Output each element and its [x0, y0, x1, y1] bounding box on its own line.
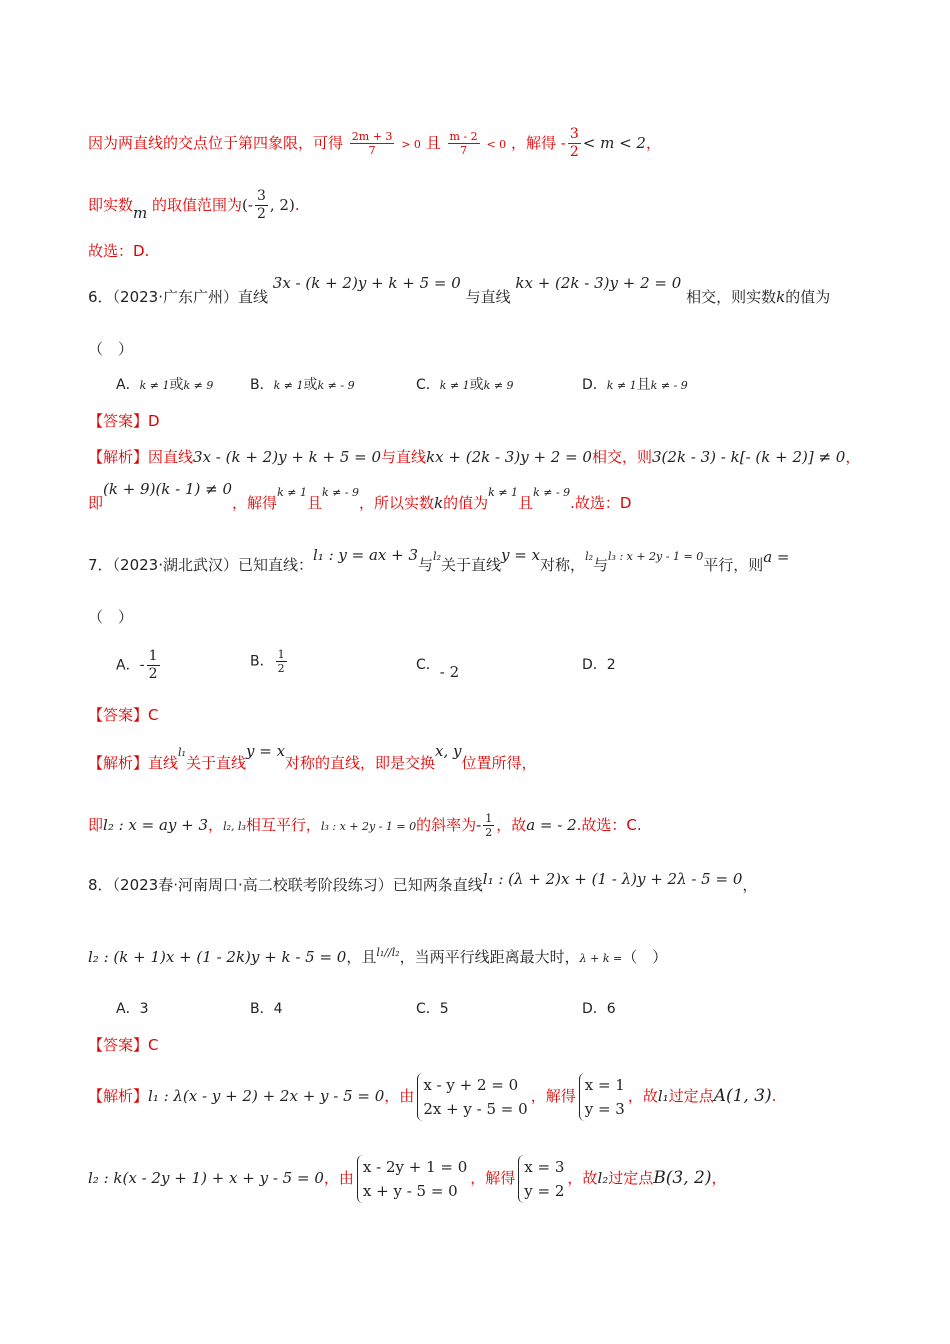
question-6-explanation-2: 即(k + 9)(k - 1) ≠ 0，解得$^{k \ne 1}$且$^{k \ne - 9}$，所以实数k的值为$^{k \ne 1}$且$^{k \ne - 9}$.故选：D	[88, 480, 632, 512]
question-7-explanation-2: 即l₂ : x = ay + 3，l₂, l₃相互平行，l₃ : x + 2y - 1 = 0的斜率为- $\frac{1}{2}$ ，故a = - 2.故选：C.	[88, 812, 642, 839]
question-6-answer: 【答案】D	[88, 412, 160, 430]
question-6-paren: （ ）	[88, 340, 134, 358]
text: 与直线	[465, 288, 511, 306]
text: ，	[645, 134, 661, 152]
math: , 2)	[269, 196, 295, 214]
question-8-option-d[interactable]: D．6	[582, 1001, 616, 1017]
question-6-option-d[interactable]: D．k ≠ 1且k ≠ - 9	[582, 377, 688, 393]
question-6-stem	[88, 274, 890, 308]
text: 相交，则实数	[686, 288, 777, 306]
math: < m < 2	[582, 134, 646, 152]
math: k	[776, 288, 786, 306]
math: < 0	[486, 138, 507, 151]
text: .	[294, 196, 300, 214]
question-7-paren: （ ）	[88, 608, 134, 626]
text: 即实数	[88, 196, 134, 214]
math: kx + (2k - 3)y + 2 = 0	[515, 274, 682, 292]
question-8-stem-2: l₂ : (k + 1)x + (1 - 2k)y + k - 5 = 0，且$^{l_1//l_2}$，当两平行线距离最大时，λ + k =（ ）	[88, 946, 668, 966]
question-6-option-c[interactable]: C．k ≠ 1或k ≠ 9	[416, 377, 514, 393]
question-8-stem-1: 8．（2023春·河南周口·高二校联考阶段练习）已知两条直线l₁ : (λ + 2)x + (1 - λ)y + 2λ - 5 = 0，	[88, 870, 758, 894]
question-6-explanation-1: 【解析】因直线3x - (k + 2)y + k + 5 = 0与直线kx + (2k - 3)y + 2 = 0相交，则3(2k - 3) - k[- (k + 2)] ≠ 0，	[88, 448, 861, 466]
math: m	[133, 204, 148, 222]
question-8-explanation-2: l₂ : k(x - 2y + 1) + x + y - 5 = 0，由 x - 2y + 1 = 0 x + y - 5 = 0 ，解得 x = 3 y = 2 ，故l₂过定点B(3, 2)，	[88, 1154, 890, 1203]
fraction: $\frac{3}{2}$	[256, 188, 266, 222]
question-7-option-a[interactable]: A．- $\frac{1}{2}$	[116, 648, 158, 682]
text: 因为两直线的交点位于第四象限，可得	[88, 134, 344, 152]
prev-solution-line-1	[88, 126, 890, 161]
question-8-answer: 【答案】C	[88, 1036, 159, 1054]
text: ，解得	[510, 134, 556, 152]
math: (-	[242, 196, 253, 214]
fraction: $\frac{2m + 3}{7}$	[351, 130, 393, 157]
prev-answer: 故选：D.	[88, 242, 150, 260]
question-7-answer: 【答案】C	[88, 706, 159, 724]
question-8-explanation-1: 【解析】l₁ : λ(x - y + 2) + 2x + y - 5 = 0，由 x - y + 2 = 0 2x + y - 5 = 0 ，解得 x = 1 y = 3 ，故l₁过定点A(1, 3).	[88, 1072, 890, 1121]
question-8-option-a[interactable]: A．3	[116, 1001, 149, 1017]
fraction: $\frac{m - 2}{7}$	[449, 130, 478, 157]
math: > 0	[401, 138, 421, 151]
fraction: $\frac{3}{2}$	[569, 126, 579, 160]
question-6-option-b[interactable]: B．k ≠ 1或k ≠ - 9	[250, 377, 355, 393]
question-7-explanation-1: 【解析】直线$^{l_1}$关于直线y = x对称的直线，即是交换x, y位置所得，	[88, 742, 537, 772]
text: 的值为	[785, 288, 831, 306]
question-6-option-a[interactable]: A．k ≠ 1或k ≠ 9	[116, 377, 214, 393]
prev-solution-line-2	[88, 188, 890, 223]
question-7-option-b[interactable]: B． $\frac{1}{2}$	[250, 648, 285, 675]
question-8-option-c[interactable]: C．5	[416, 1001, 449, 1017]
question-7-option-c[interactable]: C．- 2	[416, 657, 460, 681]
math: -	[560, 134, 566, 152]
text: 6．（2023·广东广州）直线	[88, 288, 268, 306]
text: 的取值范围为	[152, 196, 243, 214]
question-7-option-d[interactable]: D．2	[582, 657, 616, 673]
text: 且	[425, 134, 441, 152]
question-8-option-b[interactable]: B．4	[250, 1001, 283, 1017]
question-7-stem: 7．（2023·湖北武汉）已知直线：l₁ : y = ax + 3与$^{l_2}$关于直线y = x对称，$^{l_2}$与$^{l_3 : x + 2y - 1 = 0}$平行，则a =	[88, 546, 790, 574]
math: 3x - (k + 2)y + k + 5 = 0	[272, 274, 461, 292]
